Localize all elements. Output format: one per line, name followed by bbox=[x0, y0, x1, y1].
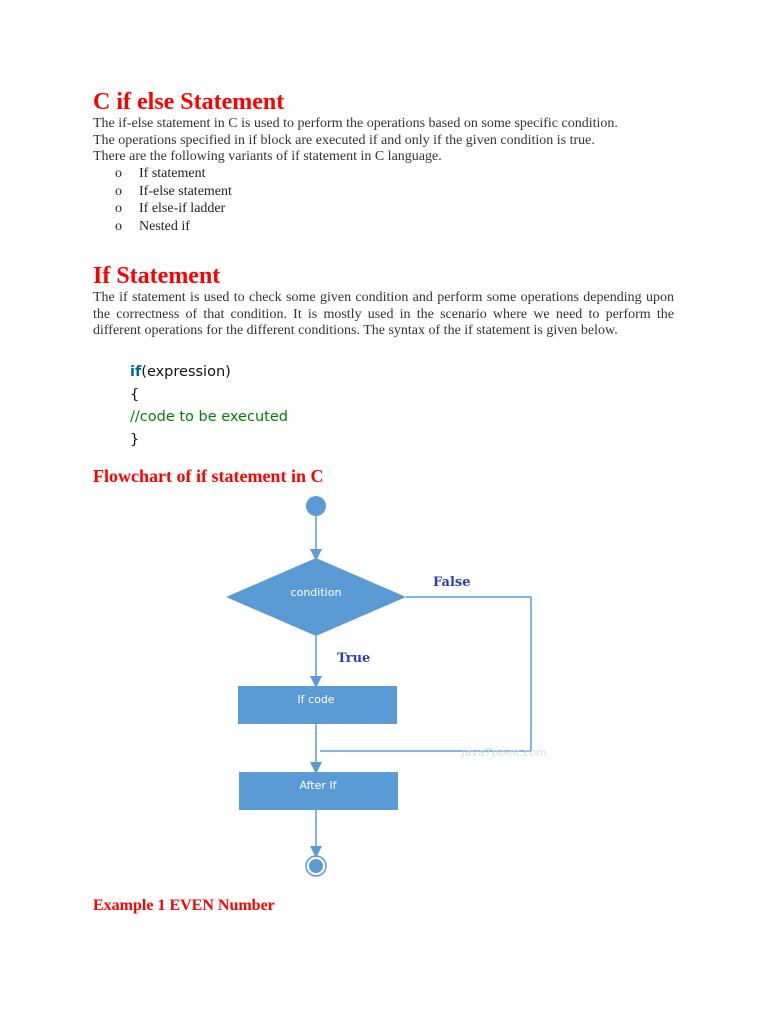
start-node bbox=[306, 496, 326, 516]
flowchart-heading: Flowchart of if statement in C bbox=[93, 466, 324, 486]
if-statement-description: The if statement is used to check some given condition and perform some operations depending upon the correctness of that condition. It is mostly used in the scenario where we need to perform the different operations for the different conditions. The syntax of the if statement is given below. bbox=[93, 290, 674, 339]
list-item: o Nested if bbox=[115, 218, 190, 234]
if-code-label: If code bbox=[297, 693, 335, 706]
list-item: o If statement bbox=[115, 166, 206, 181]
false-label: False bbox=[433, 575, 471, 590]
end-node bbox=[309, 859, 323, 873]
code-line-2: { bbox=[130, 386, 140, 403]
section-title-if-else: C if else Statement bbox=[93, 89, 285, 115]
if-else-intro-line-3: There are the following variants of if statement in C language. bbox=[93, 149, 442, 164]
code-line-4: } bbox=[130, 431, 140, 448]
true-label: True bbox=[337, 651, 371, 666]
bullet-marker: o bbox=[115, 218, 122, 234]
list-item: o If else-if ladder bbox=[115, 201, 226, 216]
condition-label: condition bbox=[290, 586, 342, 599]
list-item: o If-else statement bbox=[115, 183, 232, 199]
bullet-marker: o bbox=[115, 166, 122, 181]
if-else-intro-line-1: The if-else statement in C is used to perform the operations based on some specific condition. bbox=[93, 116, 618, 131]
code-keyword: if bbox=[130, 364, 142, 380]
after-if-label: After If bbox=[299, 779, 337, 792]
code-comment: //code to be executed bbox=[130, 409, 288, 425]
bullet-marker: o bbox=[115, 201, 122, 216]
bullet-marker: o bbox=[115, 183, 122, 199]
example-heading: Example 1 EVEN Number bbox=[93, 897, 275, 914]
code-line-1: if(expression) bbox=[130, 364, 231, 380]
if-else-intro-line-2: The operations specified in if block are executed if and only if the given condition is true. bbox=[93, 133, 595, 148]
watermark-text: javaTpoint.com bbox=[462, 746, 547, 759]
section-title-if: If Statement bbox=[93, 263, 221, 289]
